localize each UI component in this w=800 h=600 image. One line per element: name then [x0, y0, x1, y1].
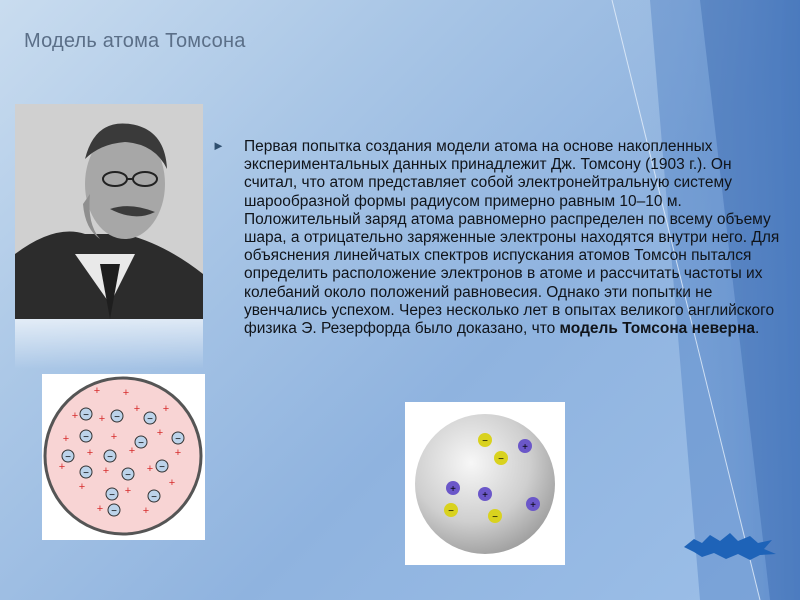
- thomson-portrait: [15, 104, 203, 319]
- svg-text:−: −: [175, 434, 181, 445]
- proton-plus: +: [96, 503, 104, 515]
- proton-plus: +: [128, 445, 136, 457]
- svg-text:−: −: [492, 512, 498, 523]
- proton-plus: +: [110, 431, 118, 443]
- proton-plus: +: [58, 461, 66, 473]
- svg-text:−: −: [159, 462, 165, 473]
- proton-plus: +: [133, 403, 141, 415]
- svg-text:+: +: [450, 484, 456, 495]
- bullet-text-main: Первая попытка создания модели атома на основе накопленных экспериментальных данных принадлежит Дж. Томсону (1903 г.). Он считал, что атом представляет собой электронейтральную систему шарообразной формы радиусом примерно равным 10–10 м. Положительный заряд атома равномерно распределен по всему объему шара, а отрицательно заряженные электроны находятся внутри него. Для объяснения линейчатых спектров испускания атомов Томсон пытался определить расположение электронов в атоме и рассчитать частоты их колебаний около положений равновесия. Однако эти попытки не увенчались успехом. Через несколько лет в опытах великого английского физика Э. Резерфорда было доказано, что: [244, 138, 780, 338]
- proton-plus: +: [102, 465, 110, 477]
- svg-text:−: −: [482, 436, 488, 447]
- bullet-text-bold: модель Томсона неверна: [559, 320, 755, 338]
- svg-text:−: −: [83, 468, 89, 479]
- svg-text:+: +: [482, 490, 488, 501]
- svg-text:+: +: [522, 442, 528, 453]
- proton-purple: [526, 497, 540, 511]
- proton-plus: +: [162, 403, 170, 415]
- proton-plus: +: [174, 447, 182, 459]
- svg-text:+: +: [530, 500, 536, 511]
- svg-text:−: −: [138, 438, 144, 449]
- proton-plus: +: [93, 385, 101, 397]
- proton-plus: +: [146, 463, 154, 475]
- proton-plus: +: [78, 481, 86, 493]
- electron-yellow: [488, 509, 502, 523]
- proton-plus: +: [168, 477, 176, 489]
- svg-text:−: −: [448, 506, 454, 517]
- proton-plus: +: [124, 485, 132, 497]
- bullet-text-end: .: [755, 320, 760, 338]
- electron-yellow: [478, 433, 492, 447]
- bullet-arrow-icon: ►: [212, 138, 225, 153]
- svg-text:−: −: [109, 490, 115, 501]
- svg-text:−: −: [114, 412, 120, 423]
- svg-text:−: −: [111, 506, 117, 517]
- svg-text:−: −: [151, 492, 157, 503]
- portrait-reflection: [15, 319, 203, 369]
- svg-text:−: −: [83, 410, 89, 421]
- atom-3d-diagram: [405, 402, 565, 565]
- decorative-splash-icon: [680, 527, 780, 561]
- bullet-text: [244, 138, 789, 338]
- proton-plus: +: [71, 410, 79, 422]
- proton-plus: +: [98, 413, 106, 425]
- proton-plus: +: [156, 427, 164, 439]
- electron-yellow: [494, 451, 508, 465]
- svg-text:−: −: [125, 470, 131, 481]
- proton-plus: +: [62, 433, 70, 445]
- slide-title: Модель атома Томсона: [24, 30, 246, 52]
- svg-text:−: −: [498, 454, 504, 465]
- proton-plus: +: [142, 505, 150, 517]
- thomson-model-diagram: [42, 374, 205, 540]
- svg-text:−: −: [107, 452, 113, 463]
- proton-purple: [518, 439, 532, 453]
- proton-purple: [478, 487, 492, 501]
- proton-plus: +: [86, 447, 94, 459]
- proton-plus: +: [122, 387, 130, 399]
- proton-purple: [446, 481, 460, 495]
- svg-text:−: −: [83, 432, 89, 443]
- svg-text:−: −: [65, 452, 71, 463]
- svg-text:−: −: [147, 414, 153, 425]
- electron-yellow: [444, 503, 458, 517]
